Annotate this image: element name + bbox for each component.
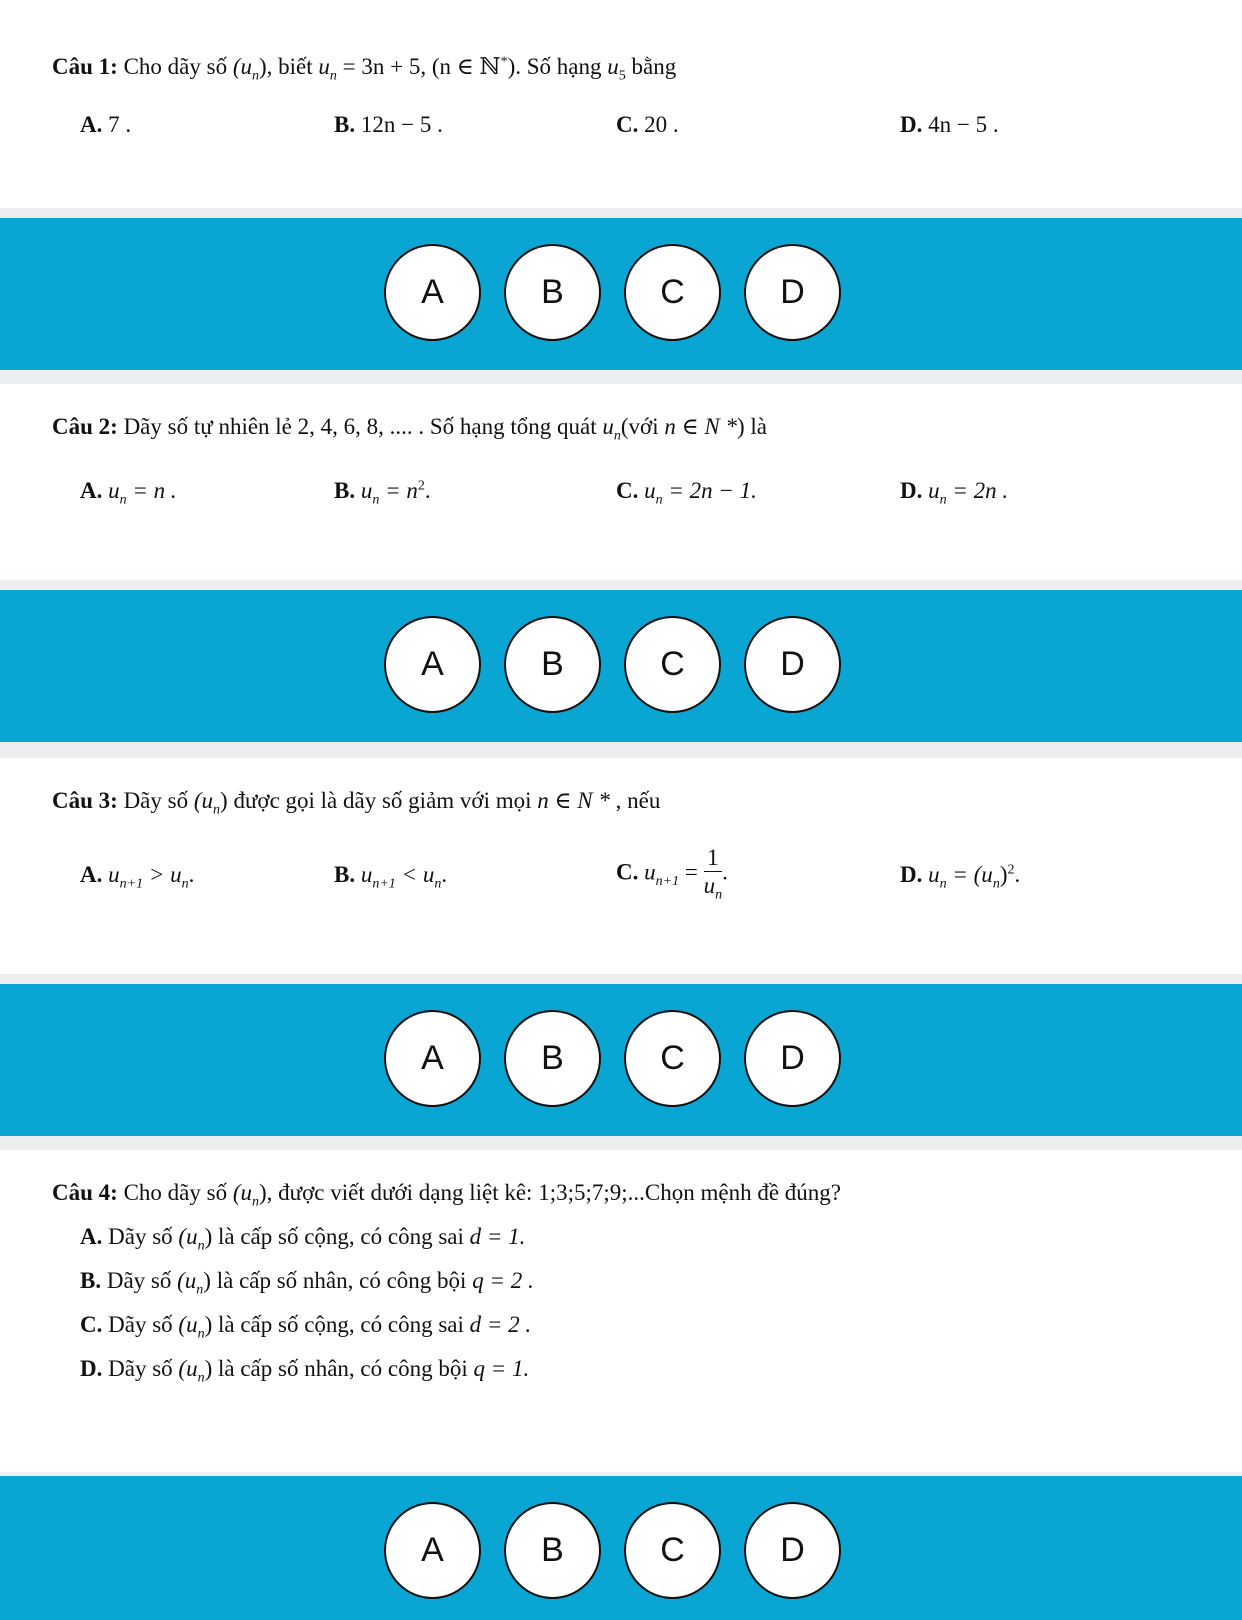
answer-b-button[interactable]: B [504,616,601,713]
option-b: B. 12n − 5 . [334,112,443,137]
answer-d-button[interactable]: D [744,616,841,713]
question-number: Câu 3: [52,788,118,813]
question-number: Câu 2: [52,414,118,439]
question-number: Câu 4: [52,1180,118,1205]
answer-bar-3 [0,984,1242,1136]
answer-a-button[interactable]: A [384,1010,481,1107]
answer-b-button[interactable]: B [504,244,601,341]
option-c: C. Dãy số $(u_n)$ là cấp số cộng, có công sai d = 2 . [80,1312,532,1342]
option-a: A. $u_n = n$ . [80,478,177,508]
answer-a-button[interactable]: A [384,244,481,341]
answer-b-button[interactable]: B [504,1502,601,1599]
option-d: D. 4n − 5 . [900,112,999,137]
answer-a-button[interactable]: A [384,1502,481,1599]
option-c: C. 20 . [616,112,679,137]
question-card-4 [0,1150,1242,1472]
option-b: B. $u_{n+1} < u_n$. [334,862,448,892]
answer-bar-2 [0,590,1242,742]
answer-c-button[interactable]: C [624,616,721,713]
question-2-text: Câu 2: Dãy số tự nhiên lẻ 2, 4, 6, 8, .... . Số hạng tổng quát $u_n(với$ n ∈ N *) là [52,414,767,444]
fraction: $\frac{1}{u_n}$ [703,845,723,903]
answer-a-button[interactable]: A [384,616,481,713]
option-b: B. $u_n = n^2$. [334,478,431,508]
option-d: D. $u_n = (u_n)^2$. [900,862,1021,892]
answer-d-button[interactable]: D [744,1010,841,1107]
answer-d-button[interactable]: D [744,244,841,341]
option-d: D. $u_n = 2n$ . [900,478,1009,508]
answer-c-button[interactable]: C [624,1502,721,1599]
answer-c-button[interactable]: C [624,244,721,341]
option-b: B. Dãy số $(u_n)$ là cấp số nhân, có công bội q = 2 . [80,1268,534,1298]
option-d: D. Dãy số $(u_n)$ là cấp số nhân, có công bội q = 1. [80,1356,530,1386]
answer-c-button[interactable]: C [624,1010,721,1107]
answer-bar-4 [0,1476,1242,1620]
answer-b-button[interactable]: B [504,1010,601,1107]
option-a: A. Dãy số $(u_n)$ là cấp số cộng, có công sai d = 1. [80,1224,526,1254]
question-card-2 [0,384,1242,580]
option-a: A. 7 . [80,112,132,137]
question-number: Câu 1: [52,54,118,79]
question-3-text: Câu 3: Dãy số $(u_n)$ được gọi là dãy số giảm với mọi n ∈ N * , nếu [52,788,661,818]
question-4-text: Câu 4: Cho dãy số $(u_n)$, được viết dưới dạng liệt kê: 1;3;5;7;9;...Chọn mệnh đề đúng? [52,1180,841,1210]
question-1-text: Câu 1: Cho dãy số $(u_n)$, biết $u_n = 3n + 5$, (n ∈ ℕ*). Số hạng $u_5$ bằng [52,54,677,84]
option-c: C. $u_{n+1}$ = $\frac{1}{u_n}$ . [616,845,728,903]
answer-bar-1 [0,218,1242,370]
option-c: C. $u_n = 2n - 1$. [616,478,757,508]
answer-d-button[interactable]: D [744,1502,841,1599]
question-card-1 [0,0,1242,208]
question-card-3 [0,758,1242,974]
option-a: A. $u_{n+1} > u_n$. [80,862,195,892]
